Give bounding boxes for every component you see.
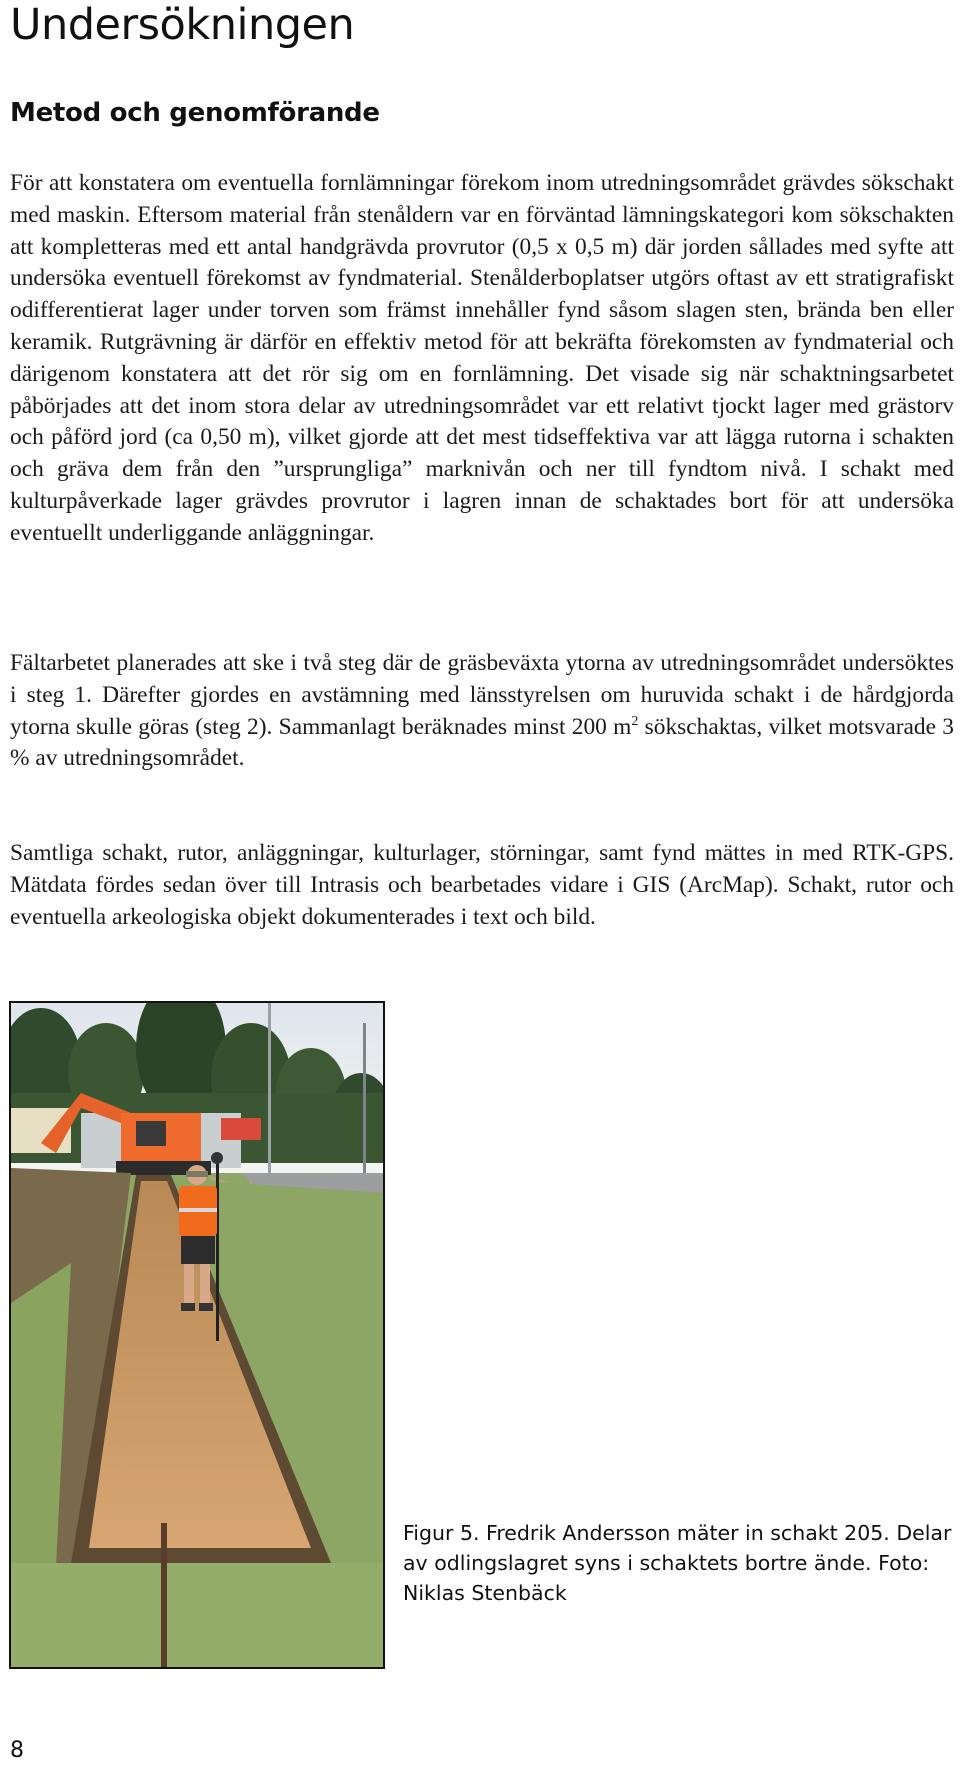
section-heading: Metod och genomförande [10, 98, 380, 128]
page-number: 8 [10, 1738, 24, 1763]
body-paragraph [10, 648, 954, 775]
paragraph-text: sökschaktas, vilket motsvarade 3 % av utredningsområdet. [10, 713, 954, 772]
body-paragraph: Samtliga schakt, rutor, anläggningar, kulturlager, störningar, samt fynd mättes in med RTK-GPS. Mätdata fördes sedan över till Intrasis och bearbetades vidare i GIS (ArcMap). Schakt, rutor och eventuella arkeologiska objekt dokumenterades i text och bild. [10, 840, 954, 930]
body-paragraph: För att konstatera om eventuella fornlämningar förekom inom utredningsområdet grävdes sökschakt med maskin. Eftersom material från stenåldern var en förväntad lämningskategori kom sökschakten att kompletteras med ett antal handgrävda provrutor (0,5 x 0,5 m) där jorden sållades med syfte att undersöka eventuell förekomst av fyndmaterial. Stenålderboplatser utgörs oftast av ett stratigrafiskt odifferentierat lager under torven som främst innehåller fynd såsom slagen sten, brända ben eller keramik. Rutgrävning är därför en effektiv metod för att bekräfta förekomsten av fyndmaterial och därigenom konstatera att det rör sig om en fornlämning. Det visade sig när schaktningsarbetet påbörjades att det inom stora delar av utredningsområdet var ett relativt tjockt lager med grästorv och påförd jord (ca 0,50 m), vilket gjorde att det mest tidseffektiva var att lägga rutorna i schakten och gräva dem från den ”ursprungliga” marknivån och ner till fyndtom nivå. I schakt med kulturpåverkade lager grävdes provrutor i lagren innan de schaktades bort för att undersöka eventuellt underliggande anläggningar. [10, 170, 954, 546]
figure-caption: Figur 5. Fredrik Andersson mäter in schakt 205. Delar av odlingslagret syns i schaktets bortre ände. Foto: Niklas Stenbäck [403, 1521, 952, 1605]
superscript: 2 [631, 713, 639, 729]
page-title: Undersökningen [10, 0, 355, 50]
paragraph-text: Fältarbetet planerades att ske i två steg där de gräsbeväxta ytorna av utredningsområdet undersöktes i steg 1. Därefter gjordes en avstämning med länsstyrelsen om huruvida schakt i de hårdgjorda ytorna skulle göras (steg 2). Sammanlagt beräknades minst 200 m [10, 650, 954, 740]
excavation-photo [9, 1001, 385, 1669]
